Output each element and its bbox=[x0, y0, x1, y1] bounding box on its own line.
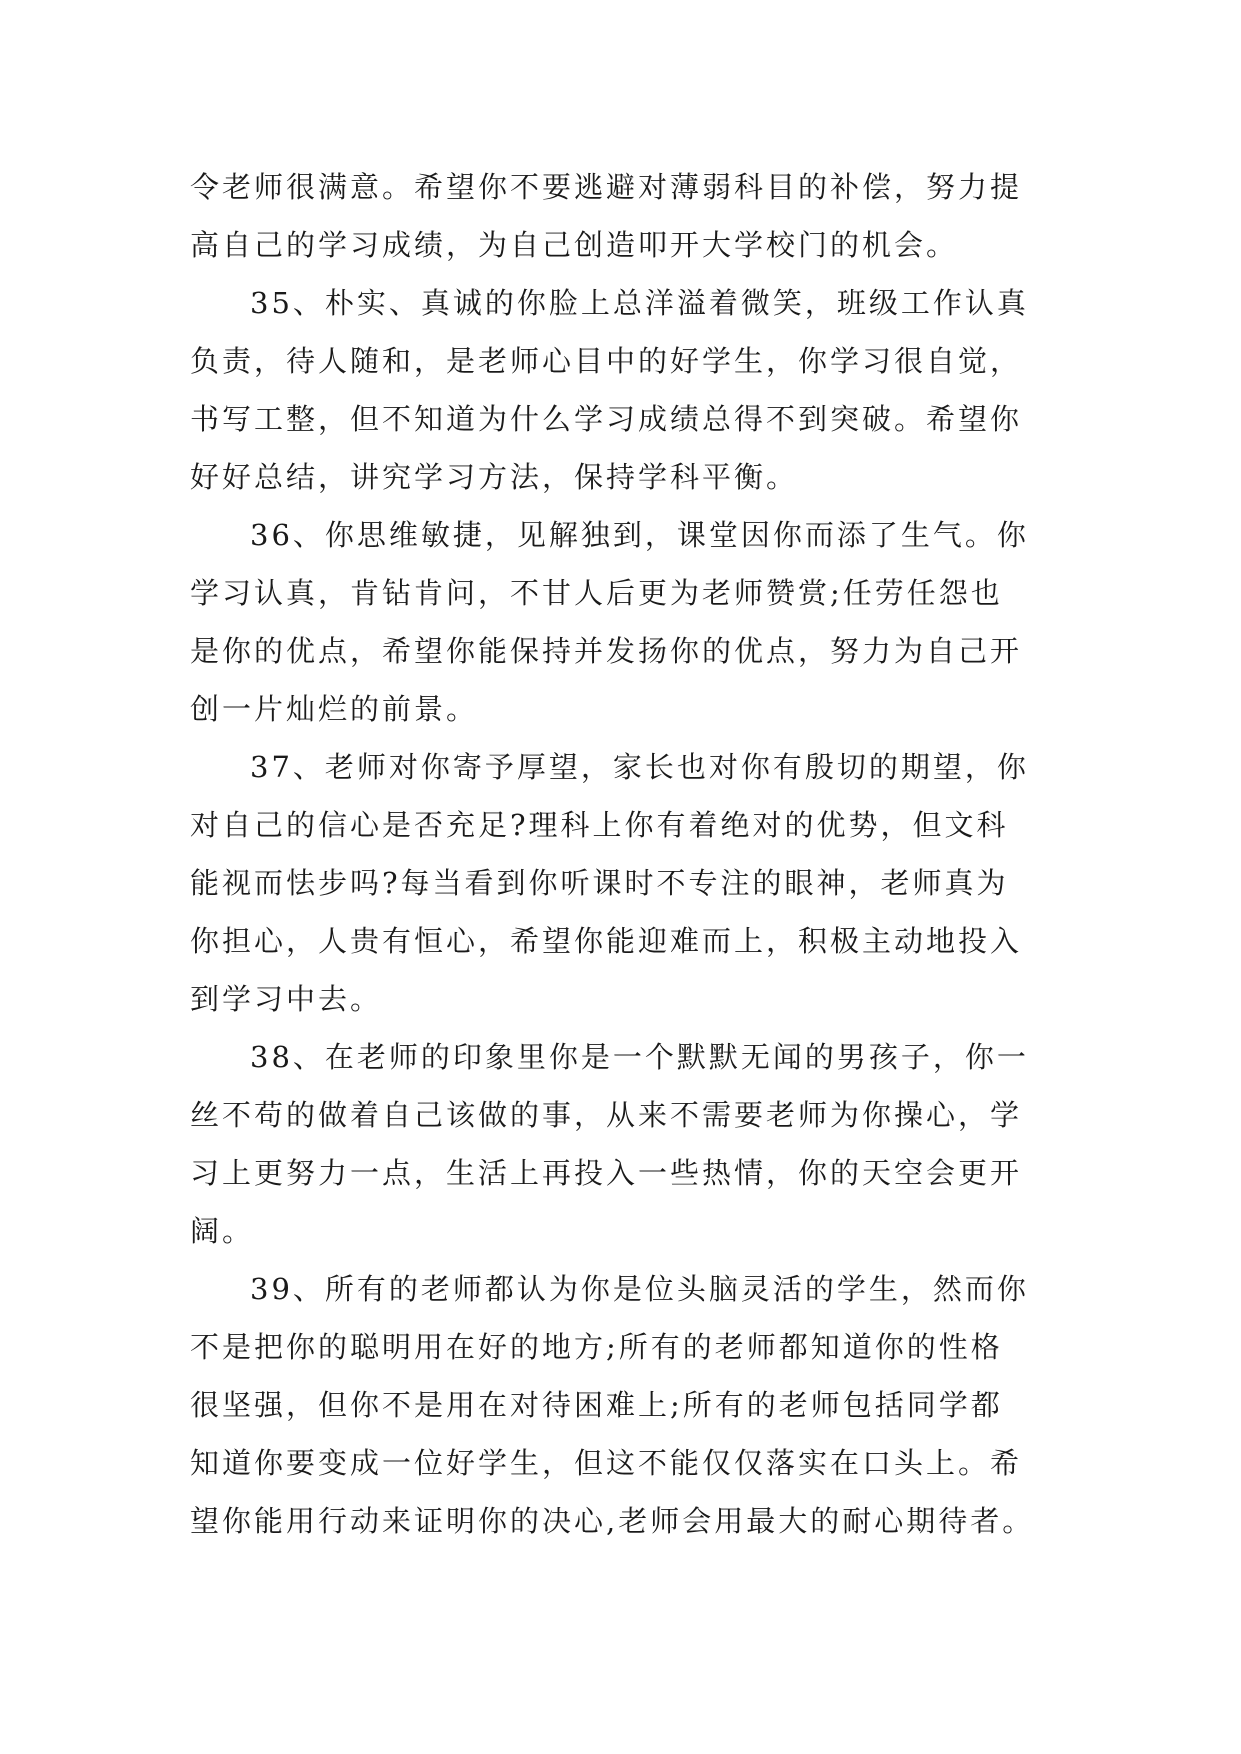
text-line: 是你的优点，希望你能保持并发扬你的优点，努力为自己开 bbox=[190, 634, 1023, 668]
text-line: 你担心，人贵有恒心，希望你能迎难而上，积极主动地投入 bbox=[190, 924, 1023, 958]
text-line: 不是把你的聪明用在好的地方;所有的老师都知道你的性格 bbox=[190, 1330, 1003, 1364]
text-line: 到学习中去。 bbox=[190, 982, 383, 1016]
text-line: 学习认真，肯钻肯问，不甘人后更为老师赞赏;任劳任怨也 bbox=[190, 576, 1003, 610]
text-line: 能视而怯步吗?每当看到你听课时不专注的眼神，老师真为 bbox=[190, 866, 1009, 900]
text-line: 创一片灿烂的前景。 bbox=[190, 692, 479, 726]
text-line: 38、在老师的印象里你是一个默默无闻的男孩子，你一 bbox=[250, 1040, 1029, 1074]
text-line: 对自己的信心是否充足?理科上你有着绝对的优势，但文科 bbox=[190, 808, 1009, 842]
text-line: 37、老师对你寄予厚望，家长也对你有殷切的期望，你 bbox=[250, 750, 1029, 784]
text-line: 习上更努力一点，生活上再投入一些热情，你的天空会更开 bbox=[190, 1156, 1023, 1190]
text-line: 书写工整，但不知道为什么学习成绩总得不到突破。希望你 bbox=[190, 402, 1023, 436]
text-line: 39、所有的老师都认为你是位头脑灵活的学生，然而你 bbox=[250, 1272, 1029, 1306]
text-line: 阔。 bbox=[190, 1214, 255, 1248]
text-line: 望你能用行动来证明你的决心,老师会用最大的耐心期待者。 bbox=[190, 1504, 1035, 1538]
text-line: 很坚强，但你不是用在对待困难上;所有的老师包括同学都 bbox=[190, 1388, 1003, 1422]
text-line: 36、你思维敏捷，见解独到，课堂因你而添了生气。你 bbox=[250, 518, 1029, 552]
text-line: 知道你要变成一位好学生，但这不能仅仅落实在口头上。希 bbox=[190, 1446, 1023, 1480]
text-line: 高自己的学习成绩，为自己创造叩开大学校门的机会。 bbox=[190, 228, 959, 262]
text-line: 负责，待人随和，是老师心目中的好学生，你学习很自觉， bbox=[190, 344, 1023, 378]
text-line: 35、朴实、真诚的你脸上总洋溢着微笑，班级工作认真 bbox=[250, 286, 1029, 320]
body-text bbox=[190, 158, 1060, 1550]
text-line: 丝不苟的做着自己该做的事，从来不需要老师为你操心，学 bbox=[190, 1098, 1023, 1132]
text-line: 好好总结，讲究学习方法，保持学科平衡。 bbox=[190, 460, 799, 494]
text-line: 令老师很满意。希望你不要逃避对薄弱科目的补偿，努力提 bbox=[190, 170, 1023, 204]
